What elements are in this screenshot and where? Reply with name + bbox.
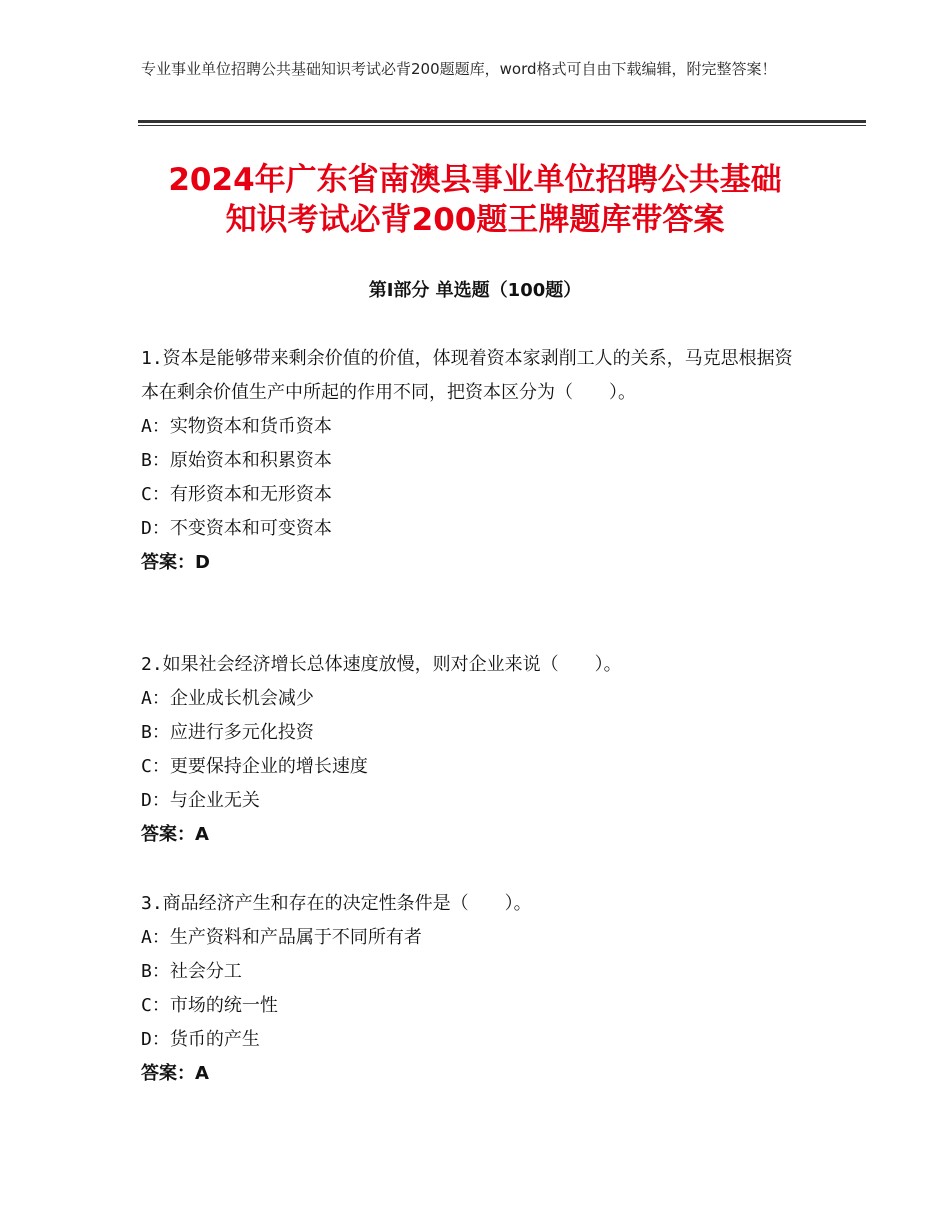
option-c: C：有形资本和无形资本: [141, 484, 332, 505]
option-a: A：企业成长机会减少: [141, 688, 314, 709]
option-c: C：市场的统一性: [141, 995, 278, 1016]
question-3: [141, 887, 801, 1091]
header-rule-thin: [138, 125, 866, 126]
option-b: B：社会分工: [141, 961, 242, 982]
header-rule-thick: [138, 120, 866, 123]
document-title: [138, 160, 812, 240]
answer: 答案：A: [141, 824, 209, 845]
question-stem: 1.资本是能够带来剩余价值的价值，体现着资本家剥削工人的关系，马克思根据资本在剩余价值生产中所起的作用不同，把资本区分为（ ）。: [141, 348, 793, 403]
title-line-1: 2024年广东省南澳县事业单位招聘公共基础: [168, 162, 782, 198]
option-d: D：与企业无关: [141, 790, 260, 811]
question-stem: 2.如果社会经济增长总体速度放慢，则对企业来说（ ）。: [141, 654, 622, 675]
option-d: D：货币的产生: [141, 1029, 260, 1050]
option-c: C：更要保持企业的增长速度: [141, 756, 368, 777]
option-b: B：应进行多元化投资: [141, 722, 314, 743]
option-b: B：原始资本和积累资本: [141, 450, 332, 471]
header-note: 专业事业单位招聘公共基础知识考试必背200题题库，word格式可自由下载编辑，附完整答案！: [141, 60, 777, 78]
option-a: A：实物资本和货币资本: [141, 416, 332, 437]
section-heading: 第Ⅰ部分 单选题（100题）: [368, 280, 582, 301]
title-line-2: 知识考试必背200题王牌题库带答案: [225, 202, 725, 238]
option-a: A：生产资料和产品属于不同所有者: [141, 927, 422, 948]
option-d: D：不变资本和可变资本: [141, 518, 332, 539]
question-stem: 3.商品经济产生和存在的决定性条件是（ ）。: [141, 893, 532, 914]
question-2: [141, 648, 801, 852]
answer: 答案：D: [141, 552, 210, 573]
answer: 答案：A: [141, 1063, 209, 1084]
question-1: [141, 342, 801, 580]
